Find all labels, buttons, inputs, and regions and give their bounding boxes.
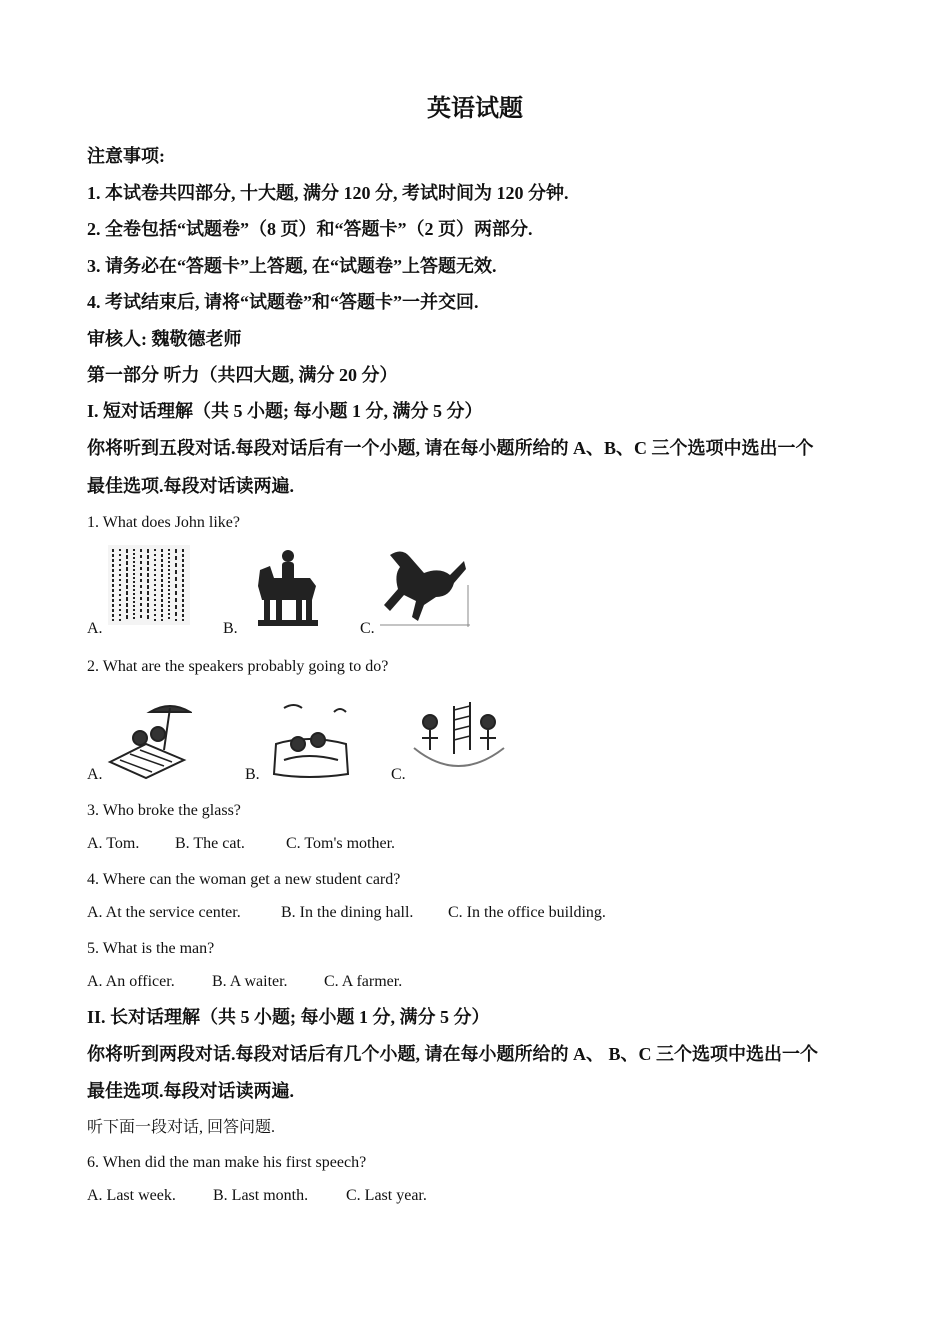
section2-heading: II. 长对话理解（共 5 小题; 每小题 1 分, 满分 5 分）: [87, 1007, 490, 1027]
question-2: 2. What are the speakers probably going to do?: [87, 658, 389, 675]
q4-option-c: C. In the office building.: [448, 904, 606, 921]
section1-instruction: 最佳选项.每段对话读两遍.: [87, 476, 294, 496]
q2-label-a: A.: [87, 766, 103, 783]
q1-label-a: A.: [87, 620, 103, 637]
calligraphy-image: [108, 545, 190, 625]
section1-heading: I. 短对话理解（共 5 小题; 每小题 1 分, 满分 5 分）: [87, 401, 483, 421]
q1-label-b: B.: [223, 620, 238, 637]
horse-rider-statue-image: [252, 548, 324, 628]
q4-option-a: A. At the service center.: [87, 904, 241, 921]
q3-option-c: C. Tom's mother.: [286, 835, 396, 852]
q5-options: [87, 973, 402, 991]
page-title: 英语试题: [427, 96, 523, 122]
notice-item: 4. 考试结束后, 请将“试题卷”和“答题卡”一并交回.: [87, 292, 479, 312]
pool-swimming-image: [262, 700, 354, 780]
q6-option-a: A. Last week.: [87, 1187, 176, 1204]
notice-item: 1. 本试卷共四部分, 十大题, 满分 120 分, 考试时间为 120 分钟.: [87, 183, 569, 203]
question-3: 3. Who broke the glass?: [87, 802, 241, 819]
q3-option-b: B. The cat.: [175, 835, 245, 852]
q6-option-c: C. Last year.: [346, 1187, 427, 1204]
q5-option-a: A. An officer.: [87, 973, 175, 990]
section1-instruction: 你将听到五段对话.每段对话后有一个小题, 请在每小题所给的 A、B、C 三个选项中选出一个: [87, 438, 814, 458]
q1-label-c: C.: [360, 620, 375, 637]
tennis-court-image: [408, 688, 508, 778]
section2-instruction: 你将听到两段对话.每段对话后有几个小题, 请在每小题所给的 A、 B、C 三个选项中选出一个: [87, 1044, 818, 1064]
question-5: 5. What is the man?: [87, 940, 215, 957]
notice-heading: 注意事项:: [87, 146, 165, 166]
q3-option-a: A. Tom.: [87, 835, 140, 852]
reviewer: 审核人: 魏敬德老师: [87, 329, 242, 349]
notice-item: 2. 全卷包括“试题卷”（8 页）和“答题卡”（2 页）两部分.: [87, 219, 533, 239]
q2-label-b: B.: [245, 766, 260, 783]
question-1: 1. What does John like?: [87, 514, 241, 531]
q5-option-c: C. A farmer.: [324, 973, 403, 990]
q6-options: [87, 1187, 427, 1205]
notice-item: 3. 请务必在“答题卡”上答题, 在“试题卷”上答题无效.: [87, 256, 497, 276]
horse-painting-image: [380, 545, 470, 627]
dialogue-note: 听下面一段对话, 回答问题.: [87, 1119, 276, 1136]
question-4: 4. Where can the woman get a new student card?: [87, 871, 401, 888]
q4-option-b: B. In the dining hall.: [281, 904, 414, 921]
q2-label-c: C.: [391, 766, 406, 783]
part1-heading: 第一部分 听力（共四大题, 满分 20 分）: [87, 365, 398, 385]
q5-option-b: B. A waiter.: [212, 973, 288, 990]
q6-option-b: B. Last month.: [213, 1187, 309, 1204]
section2-instruction: 最佳选项.每段对话读两遍.: [87, 1081, 294, 1101]
question-6: 6. When did the man make his first speech?: [87, 1154, 367, 1171]
q3-options: [87, 835, 395, 853]
q4-options: [87, 904, 606, 922]
beach-picnic-image: [106, 698, 192, 780]
